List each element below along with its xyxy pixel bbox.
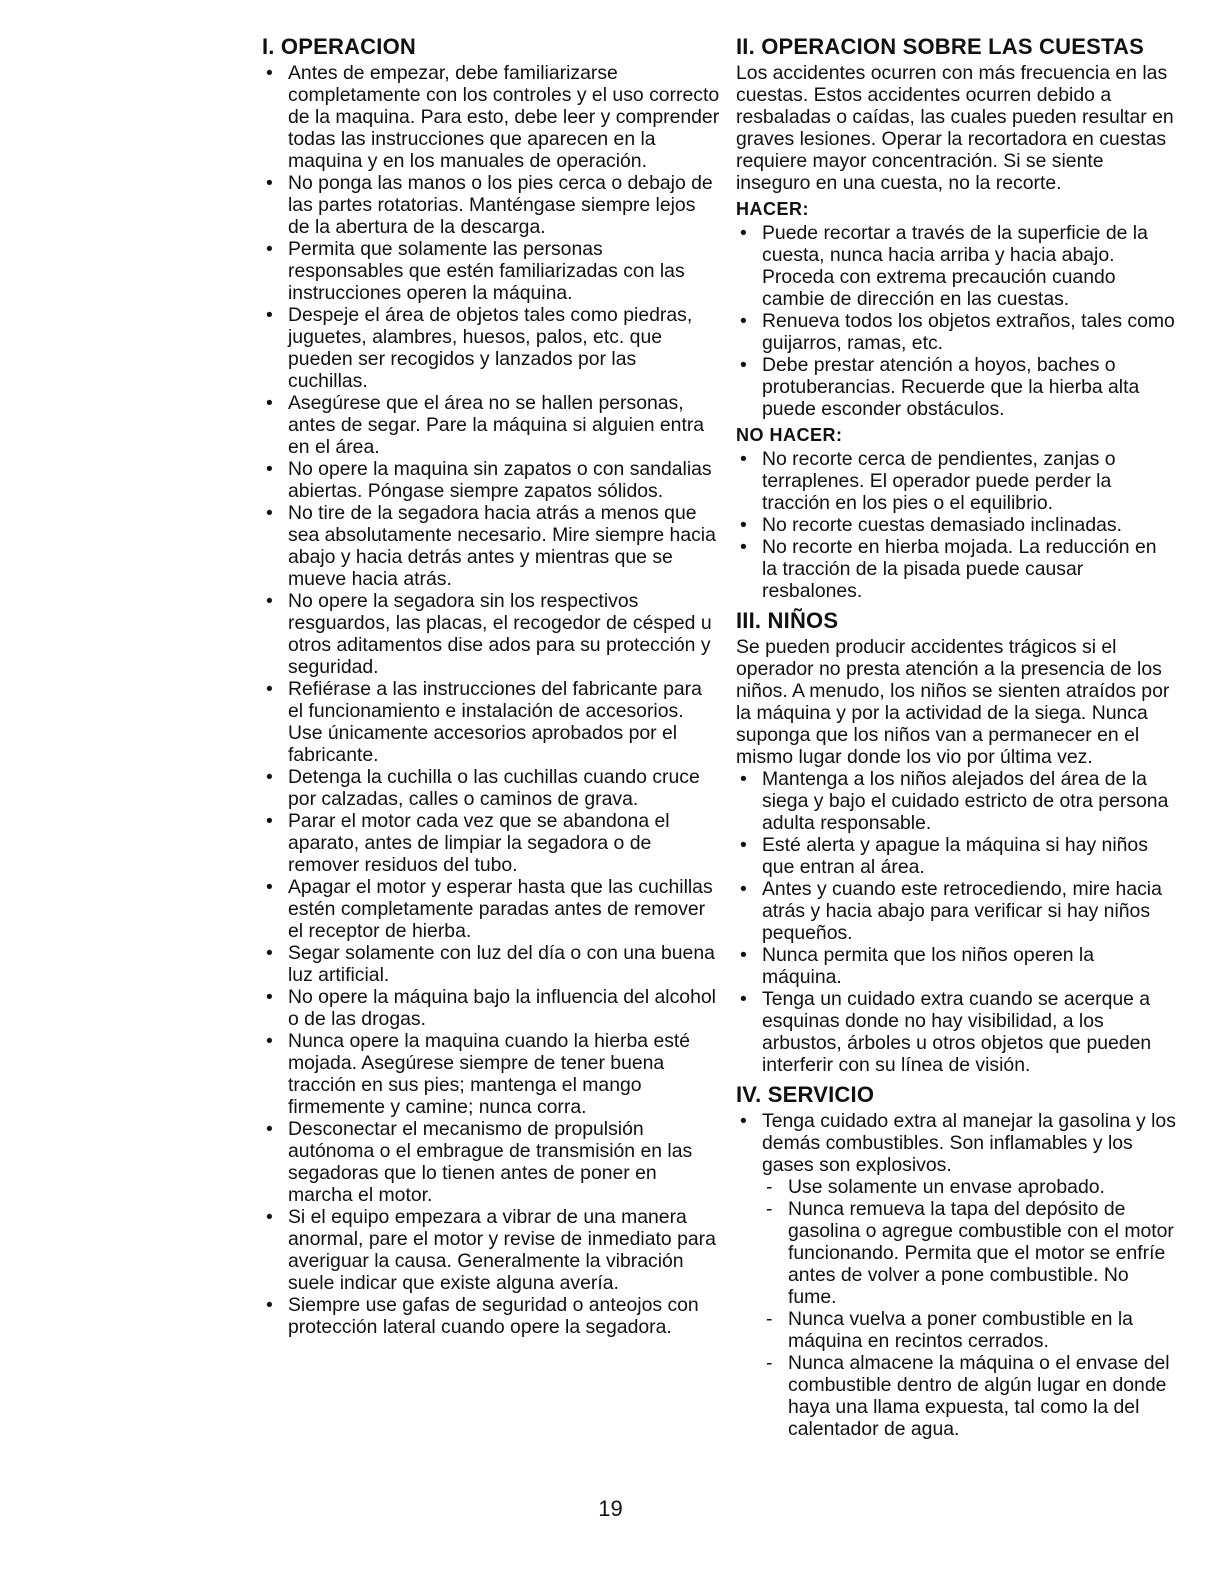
page-number: 19 [598, 1496, 623, 1521]
right-column [736, 34, 1176, 1440]
list-item: • Debe prestar atención a hoyos, baches o protuberancias. Recuerde que la hierba alta puede esconder obstáculos. [736, 354, 1176, 420]
list-item: • Renueva todos los objetos extraños, tales como guijarros, ramas, etc. [736, 310, 1176, 354]
list-item: • Antes de empezar, debe familiarizarse completamente con los controles y el uso correcto de la maquina. Para esto, debe leer y comprender todas las instrucciones que aparecen en la maquina y en los manuales de operación. [262, 62, 720, 172]
list-item: • No tire de la segadora hacia atrás a menos que sea absolutamente necesario. Mire siempre hacia abajo y hacia detrás antes y mientras que se mueve hacia atrás. [262, 502, 720, 590]
list-item: • Puede recortar a través de la superficie de la cuesta, nunca hacia arriba y hacia abajo. Proceda con extrema precaución cuando cambie de dirección en las cuestas. [736, 222, 1176, 310]
list-item: • No recorte cerca de pendientes, zanjas o terraplenes. El operador puede perder la tracción en los pies o el equilibrio. [736, 448, 1176, 514]
servicio-item-text: Tenga cuidado extra al manejar la gasolina y los demás combustibles. Son inflamables y los gases son explosivos. [762, 1110, 1176, 1176]
list-item: • No opere la maquina sin zapatos o con sandalias abiertas. Póngase siempre zapatos sólidos. [262, 458, 720, 502]
list-item: • No ponga las manos o los pies cerca o debajo de las partes rotatorias. Manténgase siempre lejos de la abertura de la descarga. [262, 172, 720, 238]
sub-list-item: - Nunca remueva la tapa del depósito de gasolina o agregue combustible con el motor funcionando. Permita que el motor se enfríe antes de volver a pone combustible. No fume. [762, 1198, 1176, 1308]
list-item: • Segar solamente con luz del día o con una buena luz artificial. [262, 942, 720, 986]
list-item: • Parar el motor cada vez que se abandona el aparato, antes de limpiar la segadora o de remover residuos del tubo. [262, 810, 720, 876]
subheading-no-hacer: NO HACER: [736, 425, 843, 445]
list-item: • Apagar el motor y esperar hasta que las cuchillas estén completamente paradas antes de remover el receptor de hierba. [262, 876, 720, 942]
list-item: • Despeje el área de objetos tales como piedras, juguetes, alambres, huesos, palos, etc. que pueden ser recogidos y lanzados por las cuchillas. [262, 304, 720, 392]
list-item: • Tenga un cuidado extra cuando se acerque a esquinas donde no hay visibilidad, a los arbustos, árboles u otros objetos que pueden interferir con su línea de visión. [736, 988, 1176, 1076]
list-item: • No opere la segadora sin los respectivos resguardos, las placas, el recogedor de césped u otros aditamentos dise ados para su protección y seguridad. [262, 590, 720, 678]
list-item: • Nunca permita que los niños operen la máquina. [736, 944, 1176, 988]
section-heading-cuestas: II. OPERACION SOBRE LAS CUESTAS [736, 34, 1144, 59]
list-item: • No opere la máquina bajo la influencia del alcohol o de las drogas. [262, 986, 720, 1030]
servicio-list [736, 1110, 1176, 1440]
sub-list-item: - Nunca vuelva a poner combustible en la máquina en recintos cerrados. [762, 1308, 1176, 1352]
list-item [736, 1110, 1176, 1440]
subheading-hacer: HACER: [736, 199, 809, 219]
ninos-list [736, 768, 1176, 1076]
left-column [262, 34, 720, 1338]
hacer-list [736, 222, 1176, 420]
cuestas-intro: Los accidentes ocurren con más frecuencia en las cuestas. Estos accidentes ocurren debido a resbaladas o caídas, las cuales pueden resultar en graves lesiones. Operar la recortadora en cuestas requiere mayor concentración. Si se siente inseguro en una cuesta, no la recorte. [736, 62, 1174, 194]
section-heading-ninos: III. NIÑOS [736, 608, 839, 633]
list-item: • Esté alerta y apague la máquina si hay niños que entran al área. [736, 834, 1176, 878]
list-item: • Antes y cuando este retrocediendo, mire hacia atrás y hacia abajo para verificar si hay niños pequeños. [736, 878, 1176, 944]
list-item: • Si el equipo empezara a vibrar de una manera anormal, pare el motor y revise de inmediato para averiguar la causa. Generalmente la vibración suele indicar que existe alguna avería. [262, 1206, 720, 1294]
section-heading-operacion: I. OPERACION [262, 34, 416, 59]
list-item: • No recorte en hierba mojada. La reducción en la tracción de la pisada puede causar resbalones. [736, 536, 1176, 602]
list-item: • Detenga la cuchilla o las cuchillas cuando cruce por calzadas, calles o caminos de grava. [262, 766, 720, 810]
sub-list-item: - Nunca almacene la máquina o el envase del combustible dentro de algún lugar en donde haya una llama expuesta, tal como la del calentador de agua. [762, 1352, 1176, 1440]
list-item: • Asegúrese que el área no se hallen personas, antes de segar. Pare la máquina si alguien entra en el área. [262, 392, 720, 458]
list-item: • Permita que solamente las personas responsables que estén familiarizadas con las instrucciones operen la máquina. [262, 238, 720, 304]
list-item: • Desconectar el mecanismo de propulsión autónoma o el embrague de transmisión en las segadoras que lo tienen antes de poner en marcha el motor. [262, 1118, 720, 1206]
section-heading-servicio: IV. SERVICIO [736, 1082, 875, 1107]
servicio-sublist [762, 1176, 1176, 1440]
operacion-list [262, 62, 720, 1338]
list-item: • Nunca opere la maquina cuando la hierba esté mojada. Asegúrese siempre de tener buena tracción en sus pies; mantenga el mango firmemente y camine; nunca corra. [262, 1030, 720, 1118]
sub-list-item: - Use solamente un envase aprobado. [762, 1176, 1176, 1198]
list-item: • No recorte cuestas demasiado inclinadas. [736, 514, 1176, 536]
no-hacer-list [736, 448, 1176, 602]
list-item: • Siempre use gafas de seguridad o anteojos con protección lateral cuando opere la segadora. [262, 1294, 720, 1338]
list-item: • Mantenga a los niños alejados del área de la siega y bajo el cuidado estricto de otra persona adulta responsable. [736, 768, 1176, 834]
list-item: • Refiérase a las instrucciones del fabricante para el funcionamiento e instalación de accesorios. Use únicamente accesorios aprobados por el fabricante. [262, 678, 720, 766]
ninos-intro: Se pueden producir accidentes trágicos si el operador no presta atención a la presencia de los niños. A menudo, los niños se sienten atraídos por la máquina y por la actividad de la siega. Nunca suponga que los niños van a permanecer en el mismo lugar donde los vio por última vez. [736, 636, 1170, 768]
